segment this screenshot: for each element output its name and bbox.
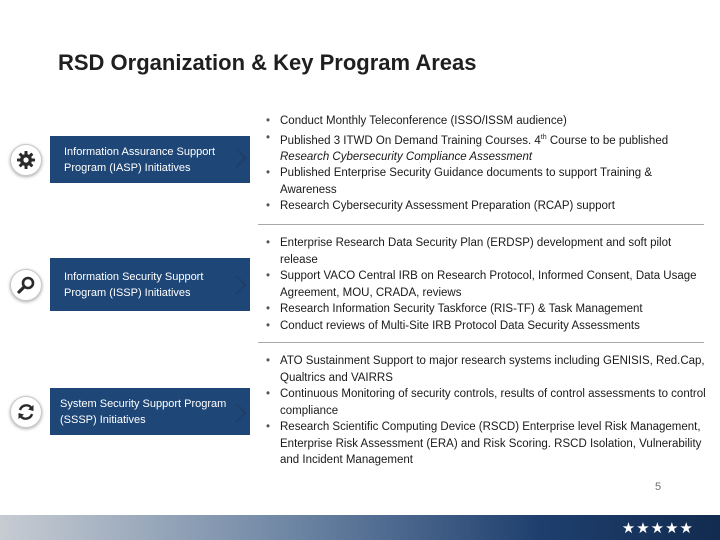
footer-bar (0, 515, 720, 540)
list-item: • Research Cybersecurity Assessment Preparation (RCAP) support (266, 198, 706, 215)
list-item: • Enterprise Research Data Security Plan (ERDSP) development and soft pilot release (266, 235, 706, 268)
page-number: 5 (655, 481, 662, 493)
section-divider (258, 224, 704, 225)
program-label-box (50, 388, 250, 435)
bullet-list-issp (266, 235, 706, 334)
footer-stars: ★★★★★ (621, 519, 694, 537)
list-item: • Continuous Monitoring of security controls, results of control assessments to control compliance (266, 386, 706, 419)
list-item: • Conduct reviews of Multi-Site IRB Protocol Data Security Assessments (266, 318, 706, 335)
bullet-list-iasp (266, 113, 706, 215)
program-iasp (10, 136, 250, 183)
list-item: • ATO Sustainment Support to major research systems including GENISIS, Red.Cap, Qualtrics and VAIRRS (266, 353, 706, 386)
list-item: • Research Scientific Computing Device (RSCD) Enterprise level Risk Management, Enterprise Risk Assessment (ERA) and Risk Scoring. RSCD Isolation, Vulnerability and Incident Management (266, 419, 706, 469)
program-label: Information Security Support Program (ISSP) Initiatives (64, 270, 204, 299)
list-item: • Published Enterprise Security Guidance documents to support Training & Awareness (266, 165, 706, 198)
section-divider (258, 342, 704, 343)
program-label-box (50, 258, 250, 311)
program-label: Information Assurance Support Program (IASP) Initiatives (64, 145, 216, 174)
list-item: • Published 3 ITWD On Demand Training Courses. 4th Course to be published Research Cybersecurity Compliance Assessment (266, 130, 706, 166)
program-sssp (10, 388, 250, 435)
list-item: • Support VACO Central IRB on Research Protocol, Informed Consent, Data Usage Agreement, MOU, CRADA, reviews (266, 268, 706, 301)
page-title: RSD Organization & Key Program Areas (58, 50, 477, 75)
program-label: System Security Support Program (SSSP) Initiatives (60, 397, 227, 426)
program-issp (10, 258, 250, 311)
bullet-list-sssp (266, 353, 706, 469)
magnifier-icon (10, 269, 42, 301)
list-item: • Research Information Security Taskforce (RIS-TF) & Task Management (266, 301, 706, 318)
program-label-box (50, 136, 250, 183)
cycle-arrows-icon (10, 396, 42, 428)
gear-icon (10, 144, 42, 176)
list-item: • Conduct Monthly Teleconference (ISSO/ISSM audience) (266, 113, 706, 130)
